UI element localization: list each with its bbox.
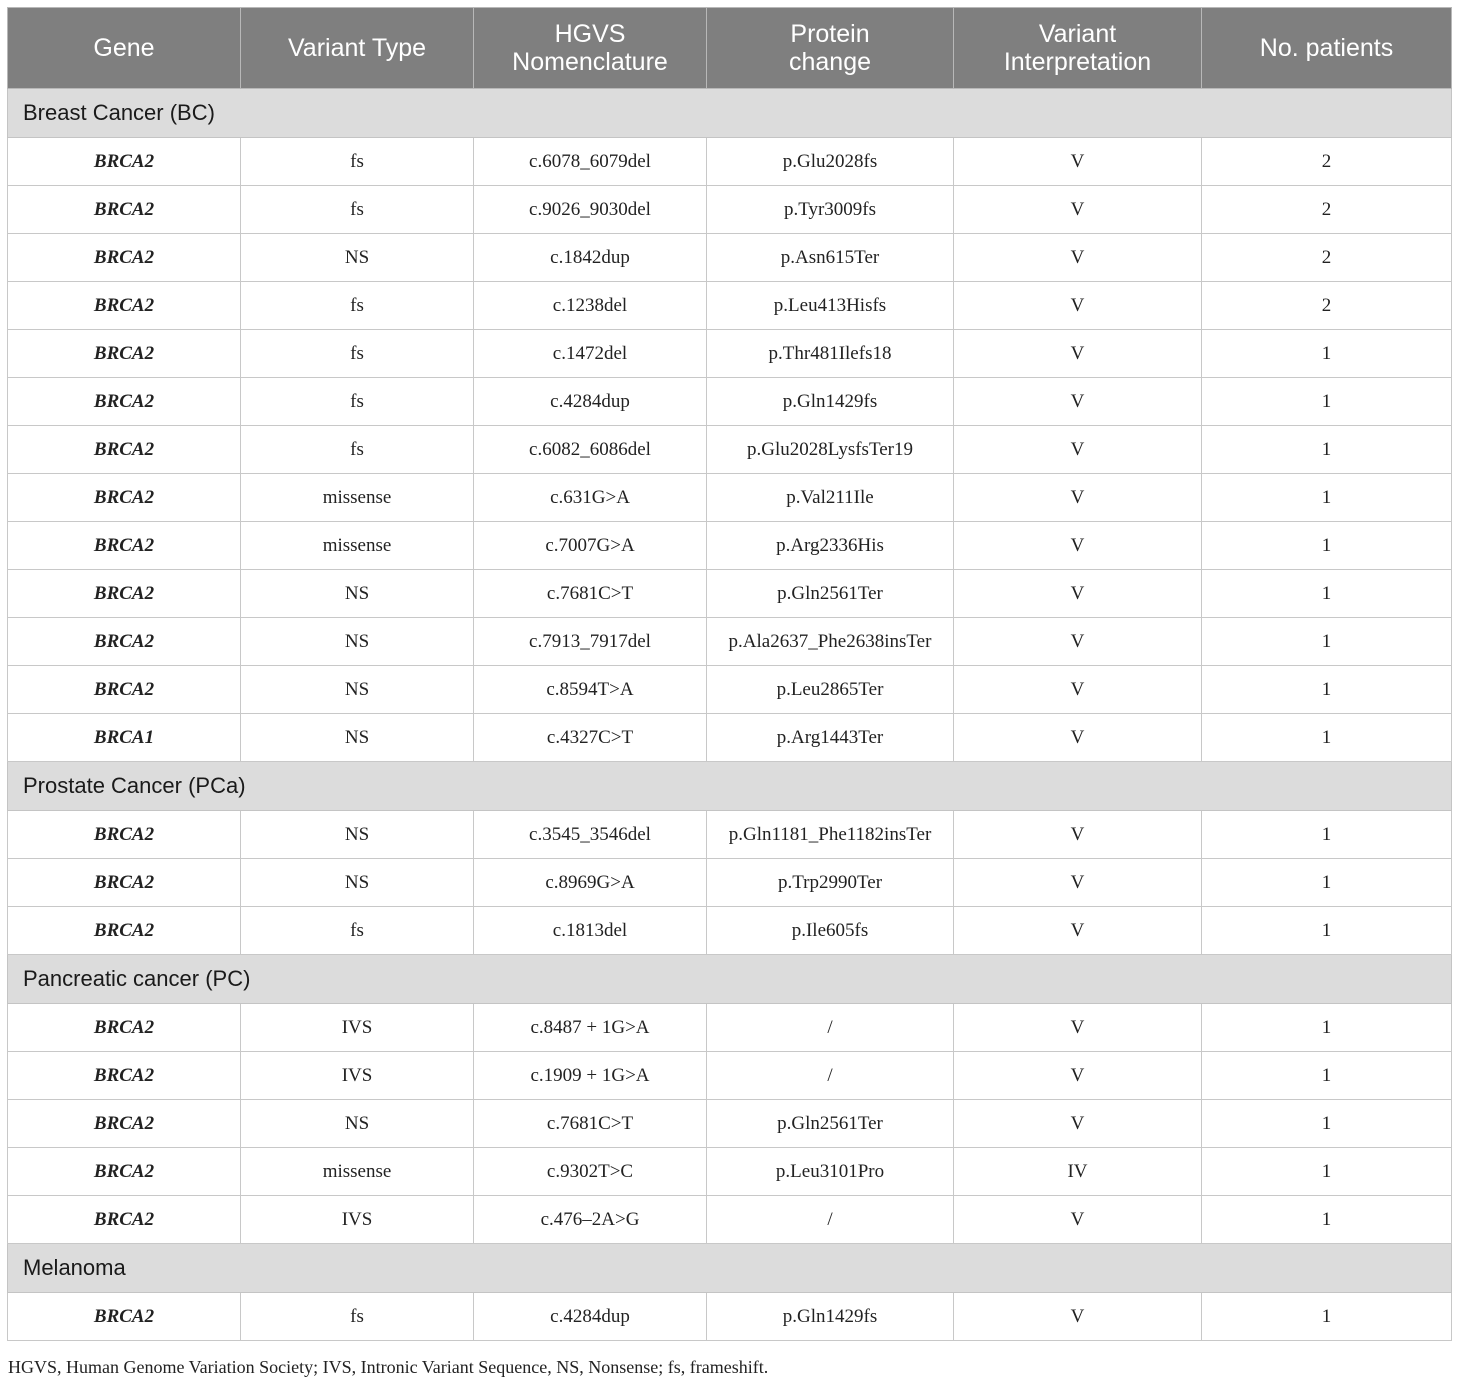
cell-variant-type: fs <box>241 1293 474 1341</box>
cell-gene: BRCA2 <box>8 859 241 907</box>
cell-gene: BRCA2 <box>8 570 241 618</box>
table-row <box>8 522 1452 570</box>
cell-variant-type: NS <box>241 811 474 859</box>
table-row <box>8 666 1452 714</box>
cell-gene: BRCA2 <box>8 330 241 378</box>
cell-patients: 1 <box>1202 859 1452 907</box>
cell-gene: BRCA2 <box>8 1148 241 1196</box>
cell-protein-change: p.Ala2637_Phe2638insTer <box>707 618 954 666</box>
cell-hgvs: c.4327C>T <box>474 714 707 762</box>
header-variant-interpretation: Variant Interpretation <box>954 8 1202 89</box>
cell-interpretation: V <box>954 234 1202 282</box>
header-protein-change: Protein change <box>707 8 954 89</box>
cell-interpretation: V <box>954 426 1202 474</box>
table-row <box>8 1196 1452 1244</box>
table-row <box>8 907 1452 955</box>
cell-variant-type: NS <box>241 666 474 714</box>
table-row <box>8 378 1452 426</box>
cell-patients: 2 <box>1202 282 1452 330</box>
variant-table <box>7 7 1452 1341</box>
cell-patients: 1 <box>1202 1293 1452 1341</box>
cell-protein-change: p.Glu2028fs <box>707 138 954 186</box>
cell-interpretation: V <box>954 714 1202 762</box>
cell-patients: 1 <box>1202 378 1452 426</box>
table-row <box>8 859 1452 907</box>
cell-hgvs: c.9026_9030del <box>474 186 707 234</box>
cell-protein-change: / <box>707 1052 954 1100</box>
cell-variant-type: NS <box>241 714 474 762</box>
table-row <box>8 1293 1452 1341</box>
table-row <box>8 330 1452 378</box>
header-gene: Gene <box>8 8 241 89</box>
cell-gene: BRCA2 <box>8 186 241 234</box>
cell-protein-change: / <box>707 1004 954 1052</box>
cell-hgvs: c.9302T>C <box>474 1148 707 1196</box>
table-row <box>8 426 1452 474</box>
cell-variant-type: NS <box>241 618 474 666</box>
table-body <box>8 89 1452 1341</box>
table-row <box>8 1004 1452 1052</box>
cell-hgvs: c.8594T>A <box>474 666 707 714</box>
cell-interpretation: V <box>954 1293 1202 1341</box>
table-row <box>8 714 1452 762</box>
cell-patients: 1 <box>1202 907 1452 955</box>
cell-patients: 1 <box>1202 714 1452 762</box>
cell-gene: BRCA2 <box>8 666 241 714</box>
cell-patients: 1 <box>1202 1100 1452 1148</box>
cell-patients: 1 <box>1202 570 1452 618</box>
section-title: Pancreatic cancer (PC) <box>8 955 1452 1004</box>
cell-gene: BRCA2 <box>8 907 241 955</box>
cell-protein-change: p.Gln2561Ter <box>707 570 954 618</box>
cell-hgvs: c.6082_6086del <box>474 426 707 474</box>
cell-hgvs: c.7681C>T <box>474 570 707 618</box>
cell-gene: BRCA2 <box>8 1052 241 1100</box>
table-row <box>8 186 1452 234</box>
cell-interpretation: V <box>954 138 1202 186</box>
cell-protein-change: p.Leu2865Ter <box>707 666 954 714</box>
cell-interpretation: V <box>954 859 1202 907</box>
cell-patients: 1 <box>1202 426 1452 474</box>
cell-variant-type: NS <box>241 1100 474 1148</box>
cell-protein-change: p.Arg1443Ter <box>707 714 954 762</box>
cell-variant-type: fs <box>241 282 474 330</box>
table-row <box>8 1100 1452 1148</box>
table-row <box>8 234 1452 282</box>
cell-hgvs: c.4284dup <box>474 1293 707 1341</box>
cell-patients: 2 <box>1202 138 1452 186</box>
cell-variant-type: NS <box>241 234 474 282</box>
header-row <box>8 8 1452 89</box>
table-row <box>8 474 1452 522</box>
cell-hgvs: c.7681C>T <box>474 1100 707 1148</box>
cell-interpretation: V <box>954 474 1202 522</box>
cell-variant-type: NS <box>241 859 474 907</box>
section-title: Melanoma <box>8 1244 1452 1293</box>
cell-hgvs: c.6078_6079del <box>474 138 707 186</box>
section-title: Breast Cancer (BC) <box>8 89 1452 138</box>
table-row <box>8 1148 1452 1196</box>
cell-interpretation: IV <box>954 1148 1202 1196</box>
cell-gene: BRCA2 <box>8 811 241 859</box>
cell-gene: BRCA2 <box>8 378 241 426</box>
cell-hgvs: c.631G>A <box>474 474 707 522</box>
cell-patients: 1 <box>1202 522 1452 570</box>
cell-hgvs: c.8969G>A <box>474 859 707 907</box>
cell-variant-type: IVS <box>241 1052 474 1100</box>
cell-gene: BRCA2 <box>8 426 241 474</box>
cell-variant-type: fs <box>241 186 474 234</box>
cell-interpretation: V <box>954 907 1202 955</box>
table-row <box>8 1052 1452 1100</box>
cell-hgvs: c.8487 + 1G>A <box>474 1004 707 1052</box>
cell-gene: BRCA2 <box>8 522 241 570</box>
section-row <box>8 955 1452 1004</box>
cell-variant-type: fs <box>241 378 474 426</box>
cell-interpretation: V <box>954 666 1202 714</box>
cell-protein-change: p.Gln1429fs <box>707 1293 954 1341</box>
cell-interpretation: V <box>954 570 1202 618</box>
cell-protein-change: p.Tyr3009fs <box>707 186 954 234</box>
cell-interpretation: V <box>954 330 1202 378</box>
cell-patients: 1 <box>1202 1148 1452 1196</box>
cell-hgvs: c.1238del <box>474 282 707 330</box>
header-no-patients: No. patients <box>1202 8 1452 89</box>
cell-patients: 2 <box>1202 186 1452 234</box>
cell-gene: BRCA2 <box>8 474 241 522</box>
cell-variant-type: missense <box>241 1148 474 1196</box>
cell-protein-change: p.Arg2336His <box>707 522 954 570</box>
table-footnote: HGVS, Human Genome Variation Society; IVS, Intronic Variant Sequence, NS, Nonsense; fs, frameshift. <box>8 1357 769 1377</box>
section-row <box>8 89 1452 138</box>
cell-patients: 1 <box>1202 1196 1452 1244</box>
cell-gene: BRCA2 <box>8 1293 241 1341</box>
cell-interpretation: V <box>954 282 1202 330</box>
cell-protein-change: / <box>707 1196 954 1244</box>
cell-variant-type: fs <box>241 907 474 955</box>
header-variant-type: Variant Type <box>241 8 474 89</box>
cell-hgvs: c.1909 + 1G>A <box>474 1052 707 1100</box>
cell-variant-type: fs <box>241 138 474 186</box>
cell-patients: 1 <box>1202 666 1452 714</box>
cell-variant-type: missense <box>241 474 474 522</box>
cell-gene: BRCA2 <box>8 618 241 666</box>
cell-gene: BRCA2 <box>8 282 241 330</box>
cell-gene: BRCA2 <box>8 234 241 282</box>
cell-protein-change: p.Ile605fs <box>707 907 954 955</box>
cell-protein-change: p.Gln1181_Phe1182insTer <box>707 811 954 859</box>
cell-interpretation: V <box>954 1100 1202 1148</box>
table-row <box>8 282 1452 330</box>
cell-gene: BRCA2 <box>8 1004 241 1052</box>
cell-protein-change: p.Asn615Ter <box>707 234 954 282</box>
cell-hgvs: c.7913_7917del <box>474 618 707 666</box>
section-row <box>8 1244 1452 1293</box>
cell-hgvs: c.1813del <box>474 907 707 955</box>
cell-gene: BRCA1 <box>8 714 241 762</box>
cell-gene: BRCA2 <box>8 1196 241 1244</box>
cell-protein-change: p.Thr481Ilefs18 <box>707 330 954 378</box>
cell-gene: BRCA2 <box>8 138 241 186</box>
table-row <box>8 138 1452 186</box>
cell-protein-change: p.Gln2561Ter <box>707 1100 954 1148</box>
cell-interpretation: V <box>954 1052 1202 1100</box>
cell-patients: 1 <box>1202 1052 1452 1100</box>
cell-protein-change: p.Val211Ile <box>707 474 954 522</box>
cell-protein-change: p.Leu3101Pro <box>707 1148 954 1196</box>
cell-interpretation: V <box>954 811 1202 859</box>
section-title: Prostate Cancer (PCa) <box>8 762 1452 811</box>
cell-interpretation: V <box>954 378 1202 426</box>
cell-interpretation: V <box>954 186 1202 234</box>
section-row <box>8 762 1452 811</box>
cell-protein-change: p.Gln1429fs <box>707 378 954 426</box>
cell-gene: BRCA2 <box>8 1100 241 1148</box>
cell-patients: 2 <box>1202 234 1452 282</box>
header-hgvs-nomenclature: HGVS Nomenclature <box>474 8 707 89</box>
cell-hgvs: c.7007G>A <box>474 522 707 570</box>
cell-variant-type: fs <box>241 426 474 474</box>
cell-variant-type: fs <box>241 330 474 378</box>
cell-variant-type: IVS <box>241 1196 474 1244</box>
cell-variant-type: IVS <box>241 1004 474 1052</box>
cell-variant-type: NS <box>241 570 474 618</box>
cell-protein-change: p.Leu413Hisfs <box>707 282 954 330</box>
cell-hgvs: c.1472del <box>474 330 707 378</box>
table-row <box>8 618 1452 666</box>
table-header <box>8 8 1452 89</box>
cell-patients: 1 <box>1202 811 1452 859</box>
cell-interpretation: V <box>954 618 1202 666</box>
cell-interpretation: V <box>954 522 1202 570</box>
cell-interpretation: V <box>954 1004 1202 1052</box>
cell-interpretation: V <box>954 1196 1202 1244</box>
cell-hgvs: c.1842dup <box>474 234 707 282</box>
cell-hgvs: c.4284dup <box>474 378 707 426</box>
table-row <box>8 570 1452 618</box>
cell-patients: 1 <box>1202 1004 1452 1052</box>
cell-patients: 1 <box>1202 618 1452 666</box>
cell-variant-type: missense <box>241 522 474 570</box>
cell-protein-change: p.Trp2990Ter <box>707 859 954 907</box>
cell-protein-change: p.Glu2028LysfsTer19 <box>707 426 954 474</box>
cell-patients: 1 <box>1202 330 1452 378</box>
cell-hgvs: c.3545_3546del <box>474 811 707 859</box>
cell-patients: 1 <box>1202 474 1452 522</box>
cell-hgvs: c.476–2A>G <box>474 1196 707 1244</box>
table-row <box>8 811 1452 859</box>
